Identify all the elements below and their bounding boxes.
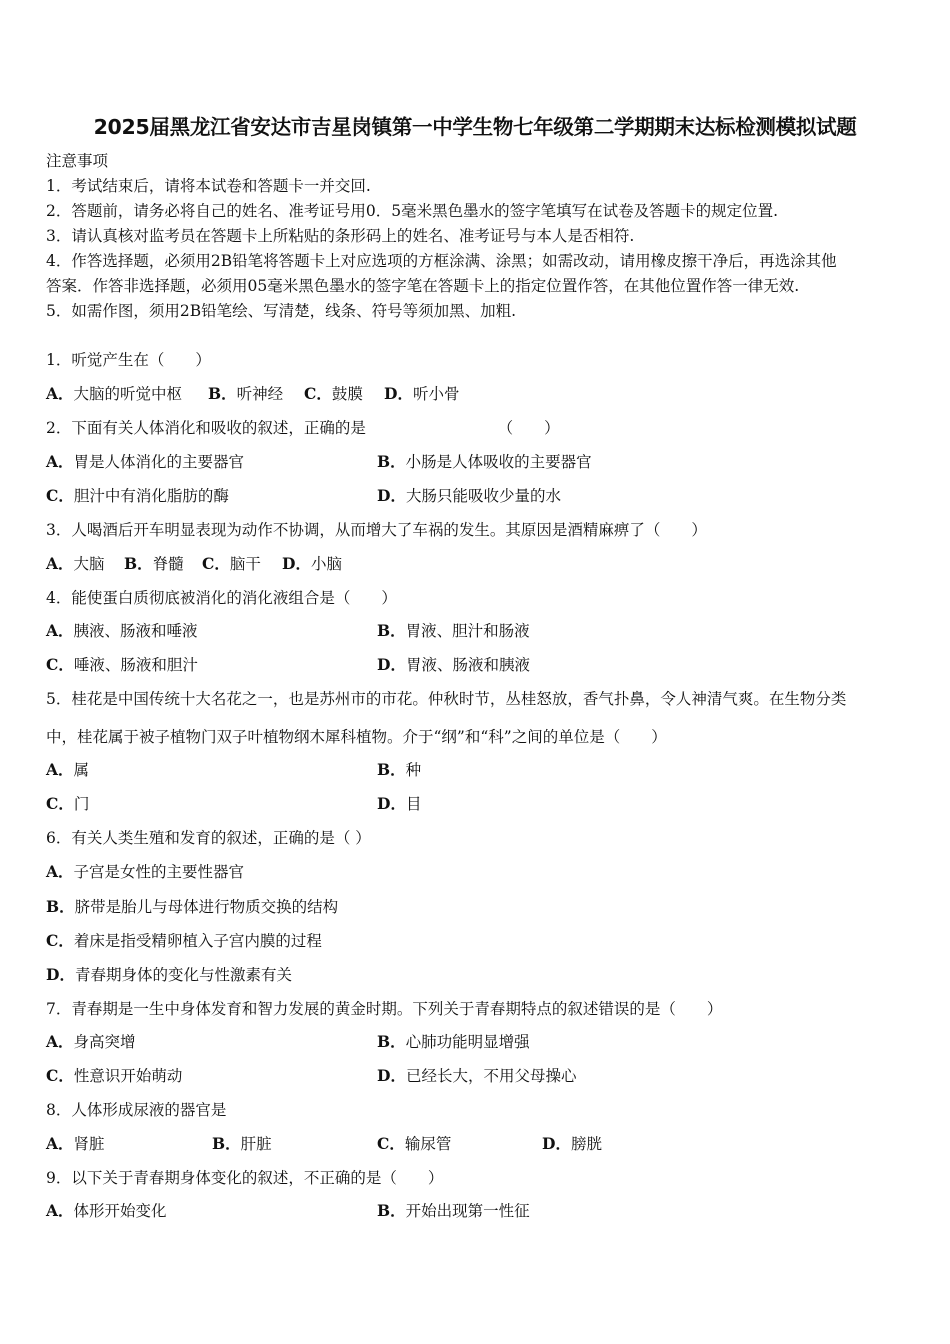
option[interactable]: A．肾脏 xyxy=(46,1134,105,1153)
notice-item: 2．答题前，请务必将自己的姓名、准考证号用0．5毫米黑色墨水的签字笔填写在试卷及答题卡的规定位置. xyxy=(46,202,779,220)
option[interactable]: A．属 xyxy=(46,760,90,779)
notice-item: 4．作答选择题，必须用2B铅笔将答题卡上对应选项的方框涂满、涂黑；如需改动，请用橡皮擦干净后，再选涂其他 xyxy=(46,252,837,270)
option[interactable]: B．脐带是胎儿与母体进行物质交换的结构 xyxy=(46,897,339,916)
question-stem: 9．以下关于青春期身体变化的叙述，不正确的是（ ） xyxy=(46,1169,444,1187)
question-stem: 1．听觉产生在（ ） xyxy=(46,351,211,369)
option[interactable]: A．子宫是女性的主要性器官 xyxy=(46,862,245,881)
option[interactable]: C．鼓膜 xyxy=(304,384,363,403)
question-stem: 7．青春期是一生中身体发育和智力发展的黄金时期。下列关于青春期特点的叙述错误的是（ ） xyxy=(46,1000,723,1018)
option[interactable]: D．目 xyxy=(377,794,422,813)
option[interactable]: B．开始出现第一性征 xyxy=(377,1201,530,1220)
option[interactable]: B．肝脏 xyxy=(212,1134,272,1153)
question-stem: 2．下面有关人体消化和吸收的叙述，正确的是 （ ） xyxy=(46,419,560,437)
option[interactable]: B．心肺功能明显增强 xyxy=(377,1032,530,1051)
option[interactable]: A．身高突增 xyxy=(46,1032,136,1051)
option[interactable]: A．大脑的听觉中枢 xyxy=(46,384,183,403)
option[interactable]: D．胃液、肠液和胰液 xyxy=(377,655,530,674)
question-stem: 中，桂花属于被子植物门双子叶植物纲木犀科植物。介于“纲”和“科”之间的单位是（ ） xyxy=(46,728,667,746)
option[interactable]: D．膀胱 xyxy=(542,1134,602,1153)
option[interactable]: B．小肠是人体吸收的主要器官 xyxy=(377,452,592,471)
option[interactable]: C．性意识开始萌动 xyxy=(46,1066,183,1085)
question-stem: 6．有关人类生殖和发育的叙述，正确的是（ ） xyxy=(46,829,371,847)
option[interactable]: B．种 xyxy=(377,760,422,779)
option[interactable]: B．脊髓 xyxy=(124,554,184,573)
notice-item: 1．考试结束后，请将本试卷和答题卡一并交回. xyxy=(46,177,371,195)
option[interactable]: B．听神经 xyxy=(208,384,284,403)
option[interactable]: D．青春期身体的变化与性激素有关 xyxy=(46,965,292,984)
option[interactable]: D．已经长大，不用父母操心 xyxy=(377,1066,577,1085)
option[interactable]: A．胃是人体消化的主要器官 xyxy=(46,452,245,471)
option[interactable]: C．着床是指受精卵植入子宫内膜的过程 xyxy=(46,931,322,950)
option[interactable]: C．唾液、肠液和胆汁 xyxy=(46,655,198,674)
question-stem: 3．人喝酒后开车明显表现为动作不协调，从而增大了车祸的发生。其原因是酒精麻痹了（ ） xyxy=(46,521,707,539)
notice-item: 3．请认真核对监考员在答题卡上所粘贴的条形码上的姓名、准考证号与本人是否相符. xyxy=(46,227,635,245)
option[interactable]: D．大肠只能吸收少量的水 xyxy=(377,486,561,505)
option[interactable]: A．大脑 xyxy=(46,554,105,573)
option[interactable]: C．门 xyxy=(46,794,90,813)
option[interactable]: D．听小骨 xyxy=(384,384,460,403)
option[interactable]: C．输尿管 xyxy=(377,1134,452,1153)
option[interactable]: B．胃液、胆汁和肠液 xyxy=(377,621,530,640)
option[interactable]: C．胆汁中有消化脂肪的酶 xyxy=(46,486,229,505)
question-stem: 8．人体形成尿液的器官是 xyxy=(46,1101,227,1119)
option[interactable]: A．体形开始变化 xyxy=(46,1201,167,1220)
question-stem: 4．能使蛋白质彻底被消化的消化液组合是（ ） xyxy=(46,589,397,607)
notice-heading: 注意事项 xyxy=(46,152,109,170)
option[interactable]: A．胰液、肠液和唾液 xyxy=(46,621,198,640)
question-stem: 5．桂花是中国传统十大名花之一，也是苏州市的市花。仲秋时节，丛桂怒放，香气扑鼻，令人神清气爽。在生物分类 xyxy=(46,690,847,708)
page-title: 2025届黑龙江省安达市吉星岗镇第一中学生物七年级第二学期期末达标检测模拟试题 xyxy=(93,115,857,139)
notice-item: 5．如需作图，须用2B铅笔绘、写清楚，线条、符号等须加黑、加粗. xyxy=(46,302,517,320)
notice-item: 答案．作答非选择题，必须用05毫米黑色墨水的签字笔在答题卡上的指定位置作答，在其他位置作答一律无效. xyxy=(46,277,800,295)
option[interactable]: D．小脑 xyxy=(282,554,342,573)
option[interactable]: C．脑干 xyxy=(202,554,261,573)
